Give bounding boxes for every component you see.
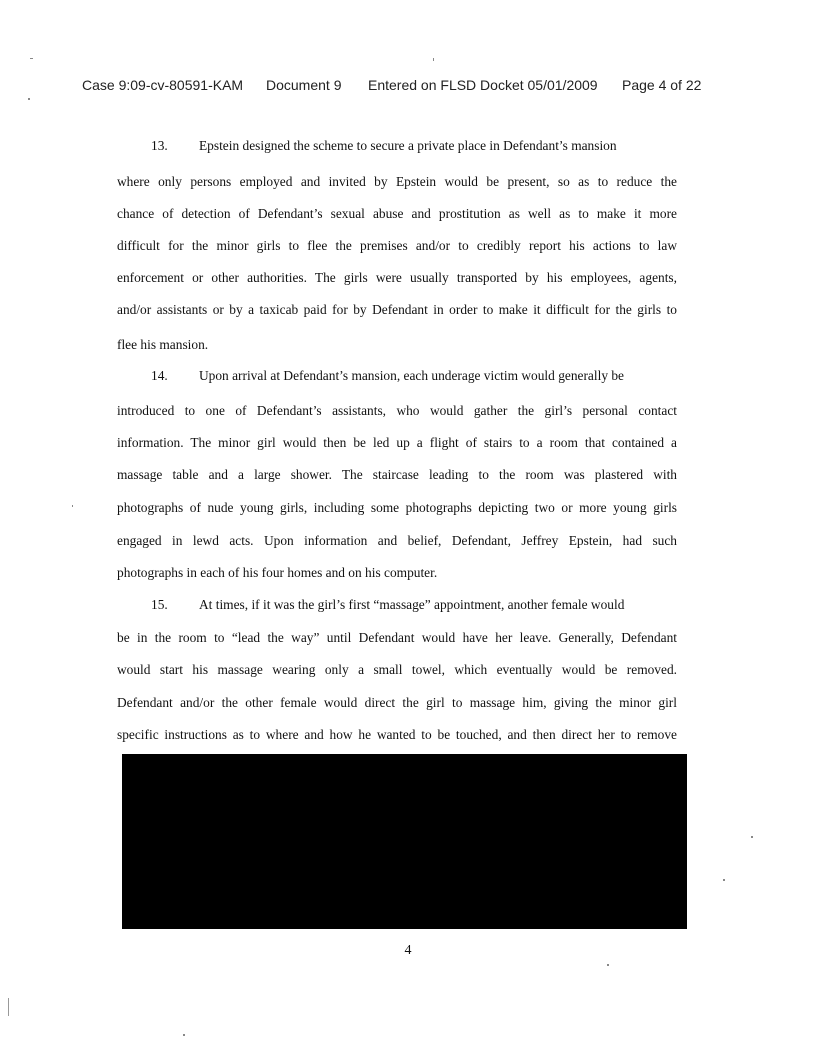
scan-speck — [607, 964, 609, 966]
paragraph-line: massage table and a large shower. The staircase leading to the room was plastered with — [117, 467, 677, 482]
scan-speck — [751, 836, 753, 838]
paragraph-line: At times, if it was the girl’s first “massage” appointment, another female would — [199, 597, 625, 612]
paragraph-line: difficult for the minor girls to flee the premises and/or to credibly report his actions to law — [117, 238, 677, 253]
paragraph-line: Upon arrival at Defendant’s mansion, each underage victim would generally be — [199, 368, 625, 383]
paragraph-line: flee his mansion. — [117, 337, 209, 352]
paragraph-number: 13. — [151, 138, 168, 153]
paragraph-number: 15. — [151, 597, 168, 612]
paragraph-line: would start his massage wearing only a small towel, which eventually would be removed. — [117, 662, 677, 677]
scan-speck — [72, 505, 73, 507]
paragraph-line: photographs of nude young girls, including some photographs depicting two or more young girls — [117, 500, 677, 515]
paragraph-line: Defendant and/or the other female would direct the girl to massage him, giving the minor girl — [117, 695, 677, 710]
scan-speck — [723, 879, 725, 881]
paragraph-line: and/or assistants or by a taxicab paid for by Defendant in order to make it difficult for the girls to — [117, 302, 677, 317]
case-number: Case 9:09-cv-80591-KAM — [82, 77, 244, 93]
paragraph-line: chance of detection of Defendant’s sexual abuse and prostitution as well as to make it more — [117, 206, 677, 221]
paragraph-line: Epstein designed the scheme to secure a private place in Defendant’s mansion — [199, 138, 617, 153]
page-number: 4 — [404, 943, 412, 958]
document-number: Document 9 — [266, 77, 342, 93]
scan-speck — [183, 1034, 185, 1036]
scan-speck — [8, 998, 9, 1016]
paragraph-number: 14. — [151, 368, 168, 383]
paragraph-line: photographs in each of his four homes and on his computer. — [117, 565, 438, 580]
scan-speck — [30, 58, 33, 59]
paragraph-line: enforcement or other authorities. The girls were usually transported by his employees, agents, — [117, 270, 677, 285]
paragraph-line: information. The minor girl would then be led up a flight of stairs to a room that contained a — [117, 435, 677, 450]
redaction-block — [122, 754, 687, 929]
scan-speck — [28, 98, 30, 100]
paragraph-line: introduced to one of Defendant’s assistants, who would gather the girl’s personal contact — [117, 403, 677, 418]
scan-speck — [433, 58, 434, 61]
docket-entry: Entered on FLSD Docket 05/01/2009 — [368, 77, 598, 93]
paragraph-line: where only persons employed and invited by Epstein would be present, so as to reduce the — [117, 174, 677, 189]
paragraph-line: be in the room to “lead the way” until Defendant would have her leave. Generally, Defendant — [117, 630, 677, 645]
page-of-total: Page 4 of 22 — [622, 77, 702, 93]
paragraph-line: engaged in lewd acts. Upon information and belief, Defendant, Jeffrey Epstein, had such — [117, 533, 677, 548]
paragraph-line: specific instructions as to where and how he wanted to be touched, and then direct her to remove — [117, 727, 677, 742]
